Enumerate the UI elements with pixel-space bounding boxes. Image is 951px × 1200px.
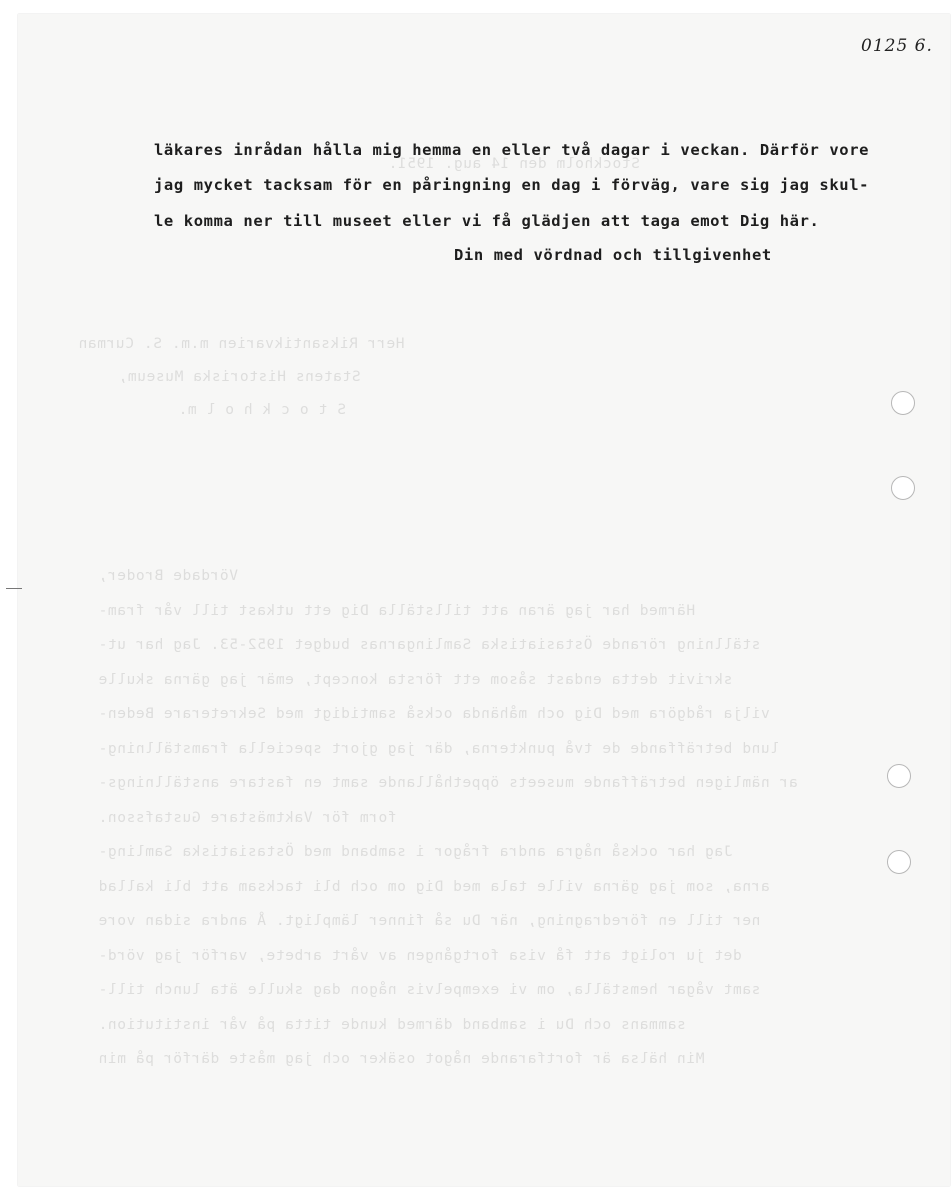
punch-hole — [891, 391, 915, 415]
punch-hole — [891, 476, 915, 500]
bleed-through-address-line: Statens Historiska Museum, — [118, 369, 361, 385]
letter-line: läkares inrådan hålla mig hemma en eller två dagar i veckan. Därför vore — [154, 141, 870, 159]
bleed-through-address-line: S t o c k h o l m. — [178, 402, 346, 418]
bleed-through-body: Vördade Broder, Härmed har jag äran att tillställa Dig ett utkast till vår fram- ställning rörande Östasiatiska Samlingarnas budget 1952-53. Jag har ut- skrivit detta endast såsom ett första koncept, emär jag gärna skulle vilja rådgöra med Dig och måhända också samtidigt med Sekreterare Beden- lund beträffande de två punkterna, där jag gjort speciella framställning- ar nämligen beträffande museets öppethållande samt en fastare anställnings- form för Vaktmästare Gustafsson. Jag har också några andra frågor i samband med Östasiatiska Samling- arna, som jag gärna ville tala med Dig om och bli tacksam att bli kallad ner till en föredragning, när Du så finner lämpligt. Å andra sidan vore det ju roligt att få visa fortgången av vårt arbete, varför jag vörd- samt vågar hemställa, om vi exempelvis någon dag skulle äta lunch till- sammans och Du i samband därmed kunde titta på vår institution. Min hälsa är fortfarande något osäker och jag måste därför på min — [98, 568, 798, 1067]
punch-hole — [887, 764, 911, 788]
document-page — [18, 14, 950, 1186]
edge-mark — [6, 588, 22, 589]
page-number: 0125 6. — [861, 36, 933, 56]
bleed-through-address-line: Herr Riksantikvarien m.m. S. Curman — [78, 336, 405, 352]
letter-closing: Din med vördnad och tillgivenhet — [454, 246, 772, 264]
letter-line: le komma ner till museet eller vi få glädjen att taga emot Dig här. — [154, 212, 820, 230]
letter-line: jag mycket tacksam för en påringning en dag i förväg, vare sig jag skul- — [154, 176, 870, 194]
punch-hole — [887, 850, 911, 874]
bleed-through-date: Stockholm den 14 aug. 1951. — [388, 156, 640, 172]
